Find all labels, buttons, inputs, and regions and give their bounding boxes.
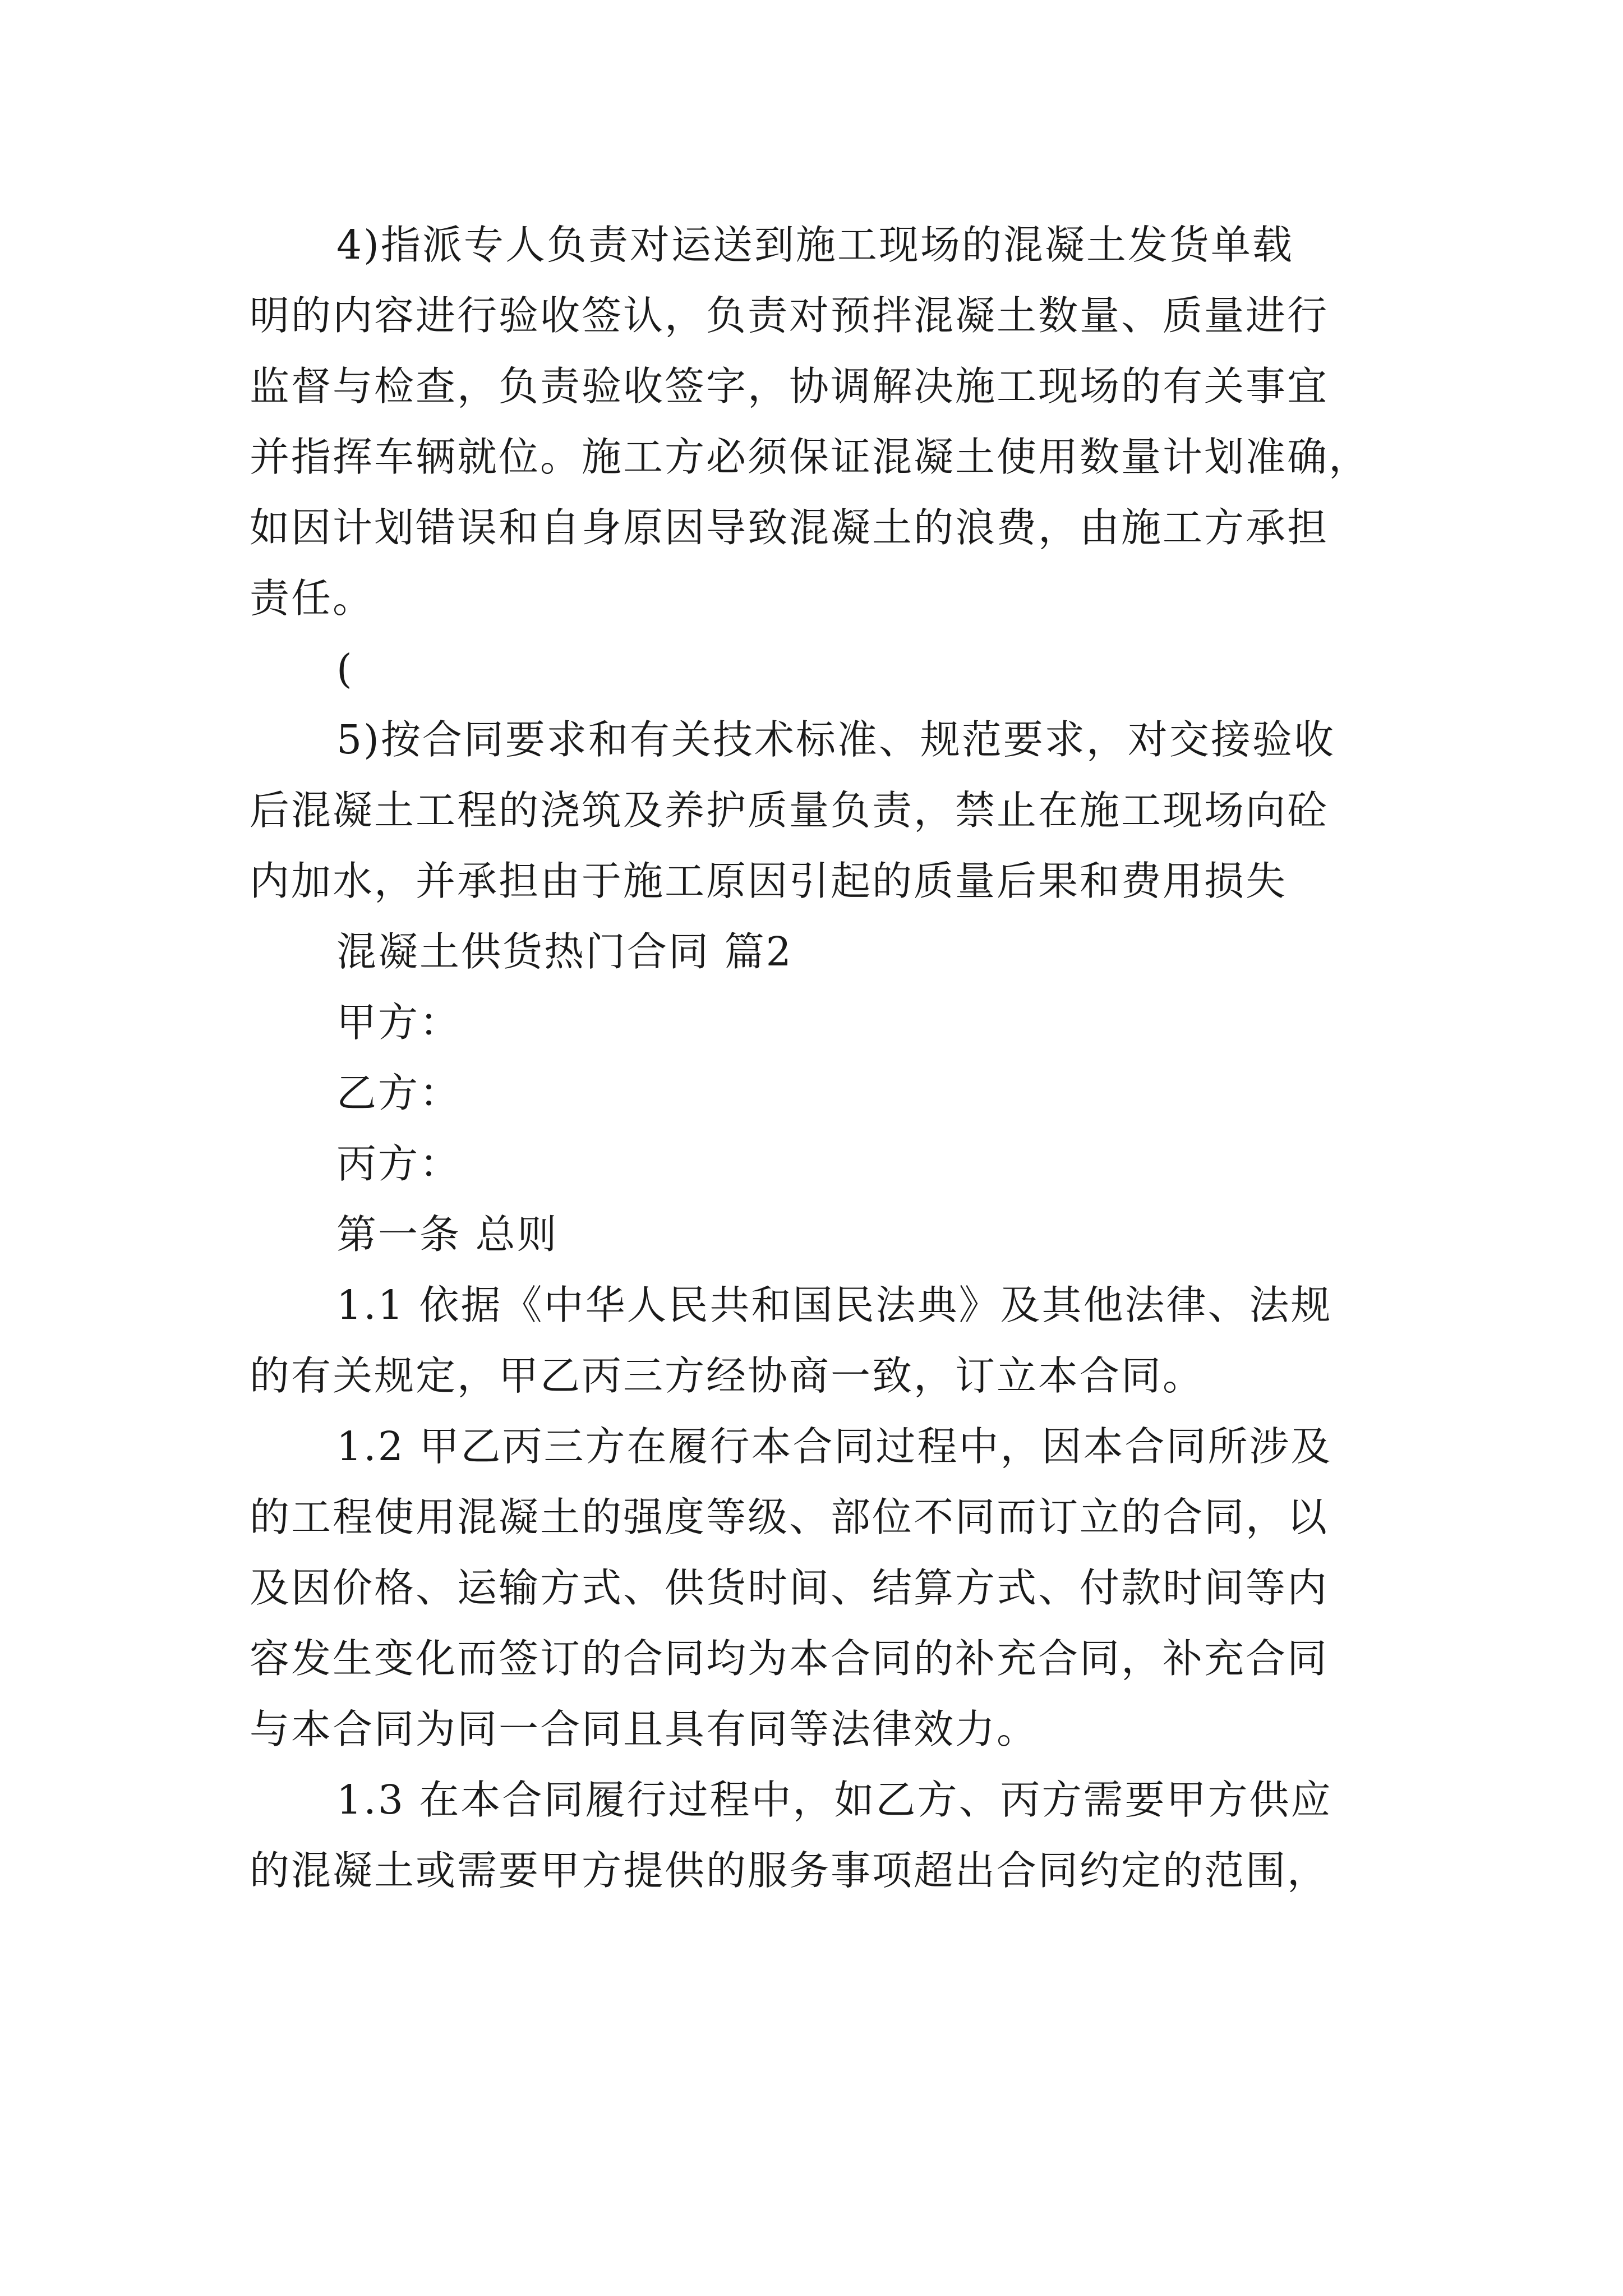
- text-line: 的有关规定，甲乙丙三方经协商一致，订立本合同。: [250, 1352, 1205, 1399]
- text-line: 的工程使用混凝土的强度等级、部位不同而订立的合同，以: [250, 1494, 1329, 1540]
- text-line: 责任。: [250, 575, 375, 622]
- text-line: 容发生变化而签订的合同均为本合同的补充合同，补充合同: [250, 1635, 1329, 1682]
- text-line: 监督与检查，负责验收签字，协调解决施工现场的有关事宜: [250, 363, 1329, 409]
- text-line: (: [336, 646, 354, 692]
- text-line: 后混凝土工程的浇筑及养护质量负责，禁止在施工现场向砼: [250, 787, 1329, 834]
- text-line: 5)按合同要求和有关技术标准、规范要求，对交接验收: [336, 716, 1335, 763]
- text-line: 的混凝土或需要甲方提供的服务事项超出合同约定的范围，: [250, 1847, 1329, 1894]
- text-line: 并指挥车辆就位。施工方必须保证混凝土使用数量计划准确，: [250, 434, 1371, 480]
- text-line: 与本合同为同一合同且具有同等法律效力。: [250, 1706, 1039, 1752]
- section-title: 混凝土供货热门合同 篇2: [336, 928, 793, 975]
- text-line: 及因价格、运输方式、供货时间、结算方式、付款时间等内: [250, 1565, 1329, 1611]
- text-line: 明的内容进行验收签认，负责对预拌混凝土数量、质量进行: [250, 292, 1329, 339]
- party-label: 甲方：: [336, 999, 462, 1046]
- text-line: 4)指派专人负责对运送到施工现场的混凝土发货单载: [336, 222, 1294, 268]
- text-line: 内加水，并承担由于施工原因引起的质量后果和费用损失: [250, 858, 1288, 904]
- text-line: 1.3 在本合同履行过程中，如乙方、丙方需要甲方供应: [336, 1777, 1332, 1823]
- text-line: 如因计划错误和自身原因导致混凝土的浪费，由施工方承担: [250, 504, 1329, 551]
- party-label: 丙方：: [336, 1140, 462, 1187]
- party-label: 乙方：: [336, 1070, 462, 1116]
- text-line: 1.1 依据《中华人民共和国民法典》及其他法律、法规: [336, 1282, 1332, 1328]
- text-line: 1.2 甲乙丙三方在履行本合同过程中，因本合同所涉及: [336, 1423, 1332, 1470]
- article-heading: 第一条 总则: [336, 1211, 559, 1258]
